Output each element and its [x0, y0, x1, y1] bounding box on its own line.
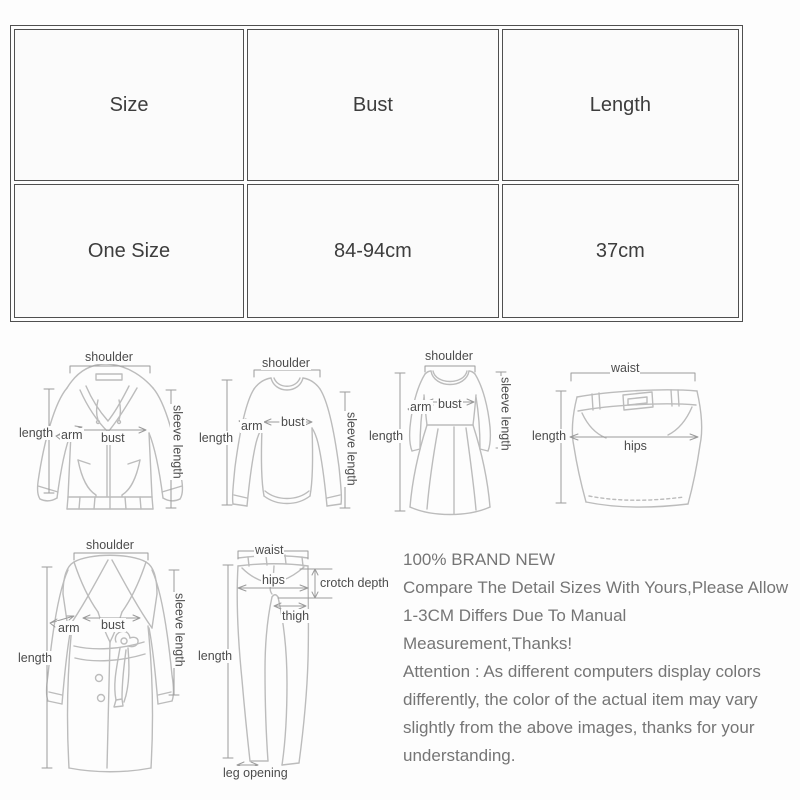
size-table-grid [11, 26, 742, 321]
hoodie-length-label: length [19, 426, 54, 440]
hoodie-arm-label: arm [61, 428, 83, 442]
pants-leg-opening-label: leg opening [223, 766, 288, 780]
size-table-cell-size: One Size [14, 184, 244, 318]
coat-sleeve-length-label: sleeve length [172, 593, 187, 667]
pants-crotch-depth-label: crotch depth [320, 576, 389, 590]
size-table-header-bust: Bust [247, 29, 499, 181]
notes-line: Compare The Detail Sizes With Yours,Please Allow [403, 578, 789, 597]
skirt-length-label: length [532, 429, 567, 443]
coat-arm-label: arm [58, 621, 80, 635]
skirt-hips-label: hips [624, 439, 647, 453]
notes-line: differently, the color of the actual item may vary [403, 690, 758, 709]
sweater-sleeve-length-label: sleeve length [344, 412, 359, 486]
pants-waist-label: waist [255, 543, 284, 557]
sweater-arm-label: arm [241, 419, 263, 433]
dress-bust-label: bust [438, 397, 462, 411]
size-table-header-size: Size [14, 29, 244, 181]
dress-shoulder-label: shoulder [425, 349, 473, 363]
coat-shoulder-label: shoulder [86, 538, 134, 552]
dress-arm-label: arm [410, 400, 432, 414]
size-table-cell-bust: 84-94cm [247, 184, 499, 318]
size-table-header-row [14, 29, 739, 181]
notes-line-brand-new: 100% BRAND NEW [403, 550, 556, 569]
coat-bust-label: bust [101, 618, 125, 632]
dress-sleeve-length-label: sleeve length [498, 377, 513, 451]
hoodie-shoulder-label: shoulder [85, 350, 133, 364]
skirt-figure [525, 355, 710, 515]
notes-line: understanding. [403, 746, 516, 765]
size-chart-table [10, 25, 743, 322]
dress-figure [370, 345, 515, 520]
sweater-length-label: length [199, 431, 234, 445]
notes-line: slightly from the above images, thanks for your [403, 718, 755, 737]
size-table-data-row [14, 184, 739, 318]
size-table-header-length: Length [502, 29, 739, 181]
sweater-bust-label: bust [281, 415, 305, 429]
coat-length-label: length [18, 651, 53, 665]
pants-thigh-label: thigh [282, 609, 310, 623]
notes-line: 1-3CM Differs Due To Manual Measurement,Thanks! [403, 606, 627, 653]
notes-block [403, 546, 795, 770]
dress-length-label: length [369, 429, 404, 443]
coat-figure [10, 530, 200, 780]
notes-line: Attention : As different computers display colors [403, 662, 761, 681]
size-table-cell-length: 37cm [502, 184, 739, 318]
hoodie-sleeve-length-label: sleeve length [170, 405, 185, 479]
skirt-waist-label: waist [611, 361, 640, 375]
sweater-shoulder-label: shoulder [262, 356, 310, 370]
pants-length-label: length [198, 649, 233, 663]
hoodie-bust-label: bust [101, 431, 125, 445]
hoodie-figure [10, 340, 195, 520]
pants-figure [190, 535, 390, 790]
sweater-figure [195, 345, 370, 520]
pants-hips-label: hips [262, 573, 285, 587]
